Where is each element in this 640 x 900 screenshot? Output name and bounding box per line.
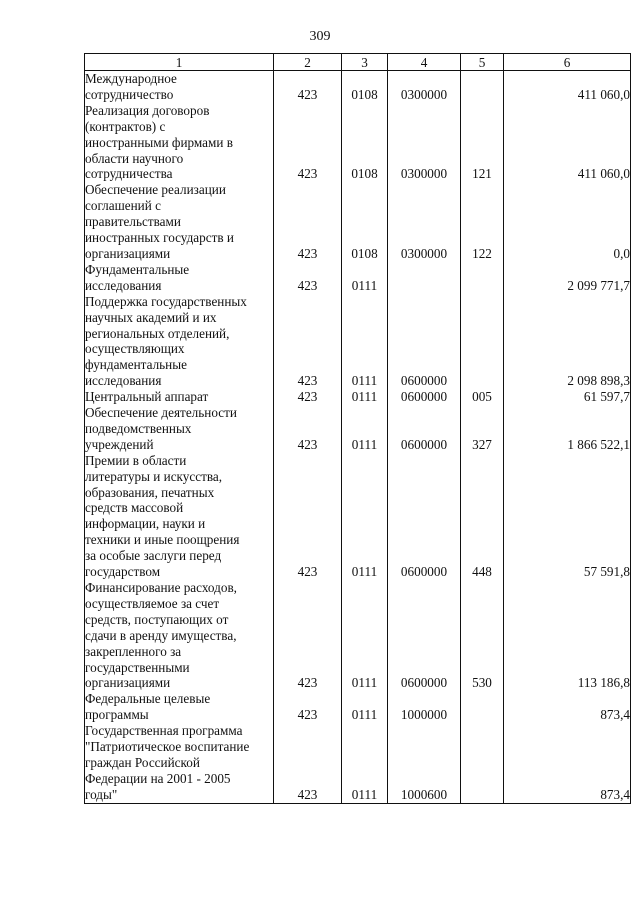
item-name: Финансирование расходов, осуществляемое за счет средств, поступающих от сдачи в аренду имущества, закрепленного за государственными организациями bbox=[85, 580, 274, 691]
section-code: 0111 bbox=[342, 723, 388, 803]
expense-type-code bbox=[461, 71, 504, 103]
ministry-code: 423 bbox=[274, 103, 342, 183]
target-article-code: 0600000 bbox=[388, 580, 461, 691]
ministry-code: 423 bbox=[274, 691, 342, 723]
item-name: Государственная программа "Патриотическое воспитание граждан Российской Федерации на 2001 - 2005 годы" bbox=[85, 723, 274, 803]
target-article-code: 0600000 bbox=[388, 294, 461, 389]
section-code: 0111 bbox=[342, 580, 388, 691]
expense-type-code bbox=[461, 691, 504, 723]
section-code: 0111 bbox=[342, 262, 388, 294]
table-row bbox=[85, 453, 631, 580]
item-name: Центральный аппарат bbox=[85, 389, 274, 405]
page-number: 309 bbox=[309, 29, 331, 44]
header-row bbox=[85, 54, 631, 71]
item-name: Премии в области литературы и искусства, образования, печатных средств массовой информации, науки и техники и иные поощрения за особые заслуги перед государством bbox=[85, 453, 274, 580]
column-header: 1 bbox=[85, 54, 274, 71]
ministry-code: 423 bbox=[274, 580, 342, 691]
amount: 61 597,7 bbox=[504, 389, 631, 405]
table-row bbox=[85, 691, 631, 723]
table-row bbox=[85, 580, 631, 691]
table-row bbox=[85, 723, 631, 803]
table-row bbox=[85, 294, 631, 389]
amount: 873,4 bbox=[504, 723, 631, 803]
amount: 0,0 bbox=[504, 182, 631, 262]
column-header: 6 bbox=[504, 54, 631, 71]
amount: 411 060,0 bbox=[504, 71, 631, 103]
target-article-code: 0300000 bbox=[388, 71, 461, 103]
table-row bbox=[85, 405, 631, 453]
column-header: 3 bbox=[342, 54, 388, 71]
expense-type-code: 327 bbox=[461, 405, 504, 453]
column-header: 2 bbox=[274, 54, 342, 71]
ministry-code: 423 bbox=[274, 262, 342, 294]
section-code: 0108 bbox=[342, 103, 388, 183]
expense-type-code: 121 bbox=[461, 103, 504, 183]
amount: 411 060,0 bbox=[504, 103, 631, 183]
target-article-code: 0600000 bbox=[388, 389, 461, 405]
expense-type-code bbox=[461, 262, 504, 294]
target-article-code: 1000000 bbox=[388, 691, 461, 723]
item-name: Федеральные целевые программы bbox=[85, 691, 274, 723]
expense-type-code: 122 bbox=[461, 182, 504, 262]
item-name: Фундаментальные исследования bbox=[85, 262, 274, 294]
expense-type-code: 005 bbox=[461, 389, 504, 405]
expense-type-code bbox=[461, 294, 504, 389]
section-code: 0111 bbox=[342, 294, 388, 389]
target-article-code: 0300000 bbox=[388, 182, 461, 262]
target-article-code: 1000600 bbox=[388, 723, 461, 803]
target-article-code: 0300000 bbox=[388, 103, 461, 183]
item-name: Реализация договоров (контрактов) с иностранными фирмами в области научного сотрудничества bbox=[85, 103, 274, 183]
table-row bbox=[85, 182, 631, 262]
target-article-code: 0600000 bbox=[388, 405, 461, 453]
ministry-code: 423 bbox=[274, 389, 342, 405]
item-name: Обеспечение реализации соглашений с правительствами иностранных государств и организациями bbox=[85, 182, 274, 262]
amount: 57 591,8 bbox=[504, 453, 631, 580]
ministry-code: 423 bbox=[274, 405, 342, 453]
section-code: 0108 bbox=[342, 71, 388, 103]
target-article-code bbox=[388, 262, 461, 294]
ministry-code: 423 bbox=[274, 453, 342, 580]
item-name: Международное сотрудничество bbox=[85, 71, 274, 103]
amount: 1 866 522,1 bbox=[504, 405, 631, 453]
amount: 2 098 898,3 bbox=[504, 294, 631, 389]
amount: 113 186,8 bbox=[504, 580, 631, 691]
ministry-code: 423 bbox=[274, 71, 342, 103]
section-code: 0111 bbox=[342, 453, 388, 580]
expense-type-code bbox=[461, 723, 504, 803]
column-header: 4 bbox=[388, 54, 461, 71]
column-header: 5 bbox=[461, 54, 504, 71]
item-name: Поддержка государственных научных академий и их региональных отделений, осуществляющих фундаментальные исследования bbox=[85, 294, 274, 389]
section-code: 0108 bbox=[342, 182, 388, 262]
table-row bbox=[85, 389, 631, 405]
ministry-code: 423 bbox=[274, 723, 342, 803]
target-article-code: 0600000 bbox=[388, 453, 461, 580]
expense-type-code: 530 bbox=[461, 580, 504, 691]
expense-type-code: 448 bbox=[461, 453, 504, 580]
section-code: 0111 bbox=[342, 389, 388, 405]
table-row bbox=[85, 103, 631, 183]
section-code: 0111 bbox=[342, 691, 388, 723]
ministry-code: 423 bbox=[274, 294, 342, 389]
amount: 2 099 771,7 bbox=[504, 262, 631, 294]
table-row bbox=[85, 71, 631, 103]
section-code: 0111 bbox=[342, 405, 388, 453]
ministry-code: 423 bbox=[274, 182, 342, 262]
item-name: Обеспечение деятельности подведомственных учреждений bbox=[85, 405, 274, 453]
amount: 873,4 bbox=[504, 691, 631, 723]
budget-table bbox=[84, 53, 631, 804]
table-row bbox=[85, 262, 631, 294]
